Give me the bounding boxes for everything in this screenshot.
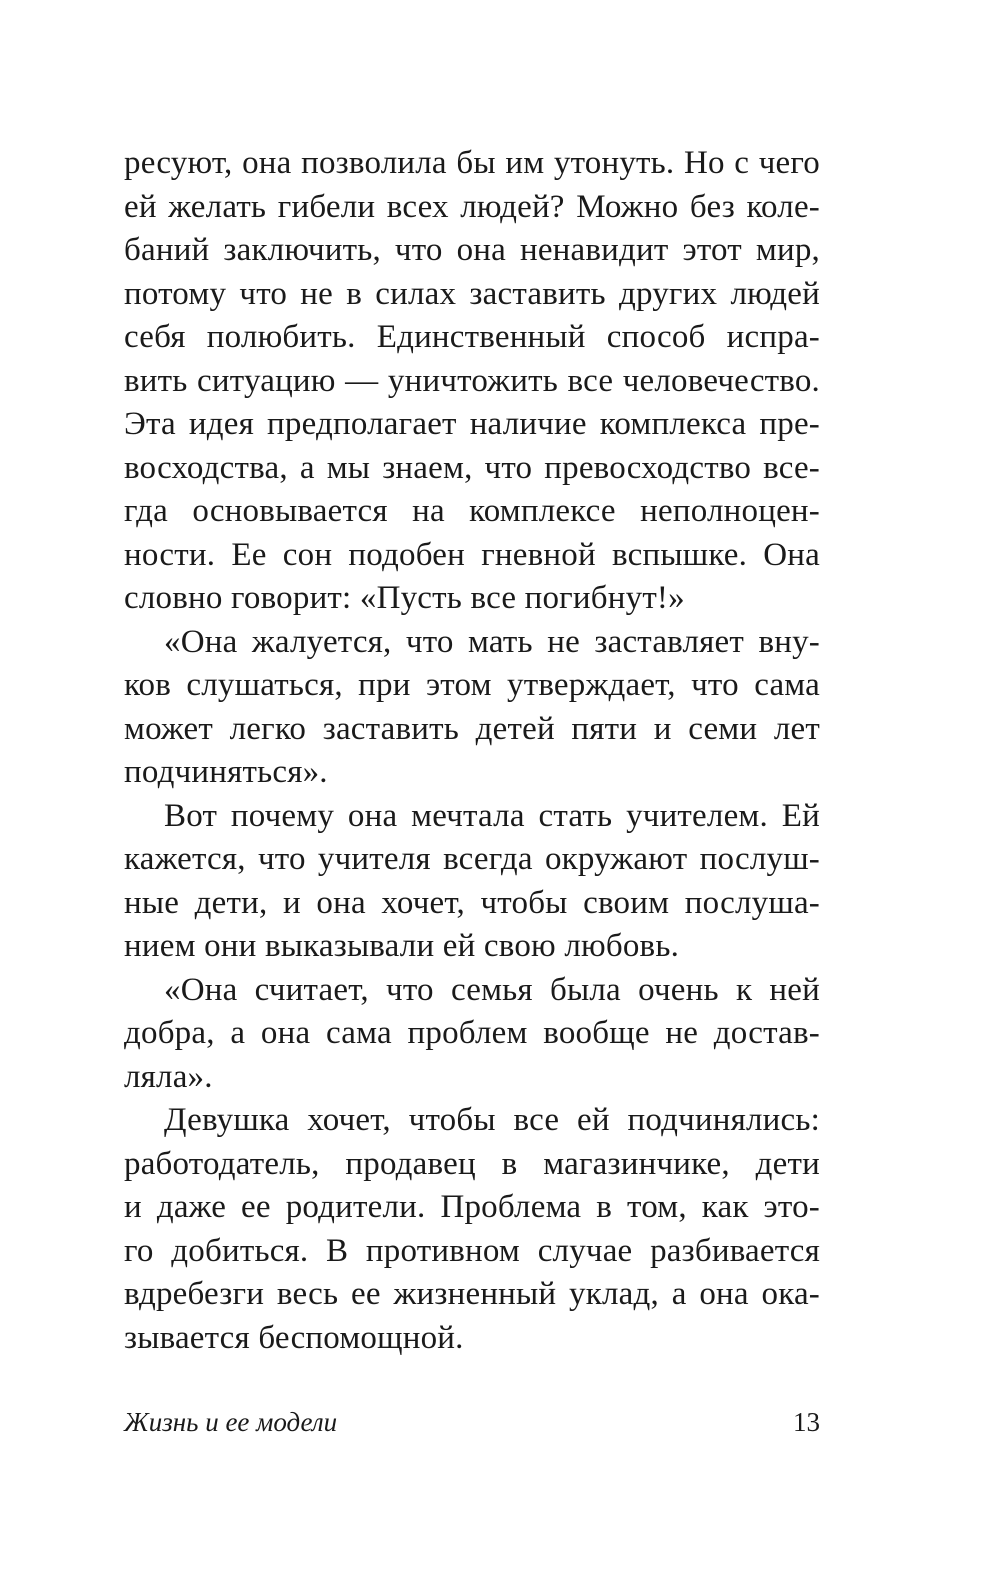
text-line: себя полюбить. Единственный способ испра-	[124, 319, 820, 355]
text-line: ности. Ее сон подобен гневной вспышке. Она	[124, 536, 820, 573]
page-number: 13	[793, 1407, 820, 1437]
text-line: Эта идея предполагает наличие комплекса пре-	[124, 406, 820, 442]
text-line: словно говорит: «Пусть все погибнут!»	[124, 580, 685, 616]
text-line: ресуют, она позволила бы им утонуть. Но с чего	[124, 145, 820, 181]
page-footer	[124, 1402, 820, 1442]
text-line: работодатель, продавец в магазинчике, дети	[124, 1145, 820, 1182]
text-line: восходства, а мы знаем, что превосходство все-	[124, 449, 820, 486]
text-line: может легко заставить детей пяти и семи лет	[124, 710, 820, 747]
text-line: Девушка хочет, чтобы все ей подчинялись:	[164, 1102, 820, 1138]
text-line: потому что не в силах заставить других людей	[124, 275, 820, 312]
text-line: ков слушаться, при этом утверждает, что сама	[124, 667, 820, 703]
text-line: ей желать гибели всех людей? Можно без коле-	[124, 188, 820, 225]
text-line: и даже ее родители. Проблема в том, как это-	[124, 1189, 820, 1225]
text-line: вдребезги весь ее жизненный уклад, а она ока-	[124, 1276, 820, 1312]
text-line: «Она жалуется, что мать не заставляет вну-	[164, 623, 820, 660]
running-title: Жизнь и ее модели	[124, 1407, 338, 1437]
body-text	[124, 142, 820, 1360]
text-line: баний заключить, что она ненавидит этот мир,	[124, 232, 820, 268]
text-line: подчиняться».	[124, 754, 328, 790]
text-line: го добиться. В противном случае разбивается	[124, 1232, 820, 1269]
text-line: гда основывается на комплексе неполноцен-	[124, 493, 820, 529]
text-line: ные дети, и она хочет, чтобы своим послуша-	[124, 884, 820, 921]
text-line: добра, а она сама проблем вообще не достав-	[124, 1015, 820, 1051]
text-line: нием они выказывали ей свою любовь.	[124, 928, 680, 964]
text-line: вить ситуацию — уничтожить все человечество.	[124, 362, 820, 399]
text-line: ляла».	[124, 1058, 213, 1095]
text-line: Вот почему она мечтала стать учителем. Ей	[164, 797, 820, 834]
text-line: кажется, что учителя всегда окружают послуш-	[124, 841, 820, 877]
text-line: зывается беспомощной.	[124, 1319, 464, 1356]
text-line: «Она считает, что семья была очень к ней	[164, 971, 820, 1008]
